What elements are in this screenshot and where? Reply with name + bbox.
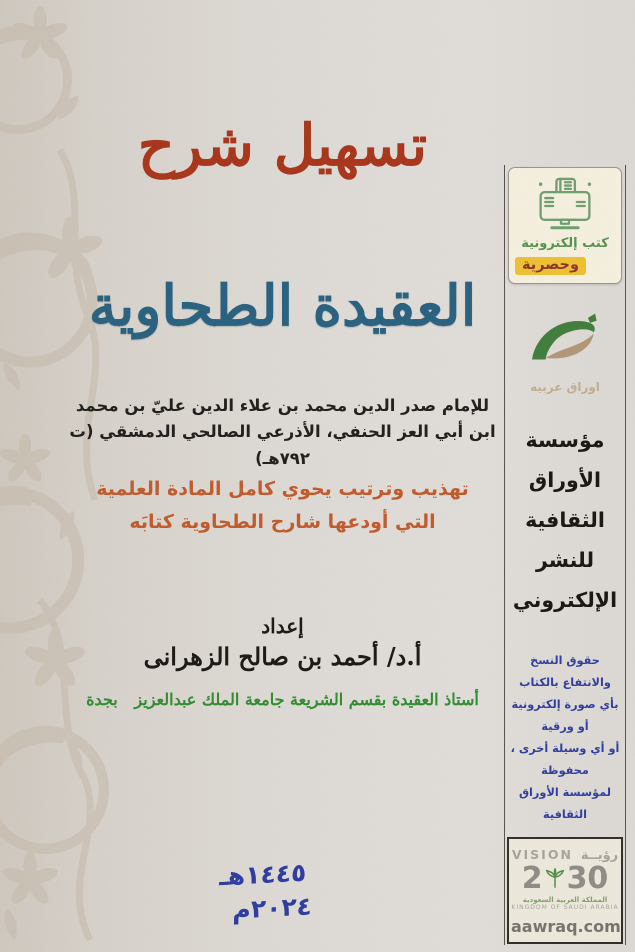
editor-name: أ.د/ أحمد بن صالح الزهرانى [143, 642, 422, 671]
badge-exclusive-label: وحصرية [515, 257, 586, 275]
publisher-website: aawraq.com [511, 917, 621, 936]
publisher-name-line: الأوراق [528, 468, 602, 492]
vision-country-arabic: المملكة العربية السعودية [522, 896, 608, 904]
palm-emblem-icon [544, 868, 566, 890]
publisher-name-line: مؤسسة [525, 428, 605, 452]
vision-country-english: KINGDOM OF SAUDI ARABIA [511, 904, 619, 911]
ebook-badge [508, 167, 622, 284]
copyright-line: لمؤسسة الأوراق الثقافية [518, 786, 612, 822]
publisher-name-line: الثقافية [525, 508, 605, 532]
vision-arabic: رؤيــة [580, 848, 619, 863]
vision-year [511, 861, 619, 896]
description-line-1: تهذيب وترتيب يحوي كامل المادة العلمية [96, 478, 469, 500]
vision-english: VISION [511, 847, 573, 862]
publication-dates [195, 854, 331, 929]
vision-year-left: 2 [521, 861, 543, 896]
copyright-line: أو أي وسيلة أخرى ، محفوظة [510, 742, 620, 778]
publisher-name-line: الإلكتروني [512, 588, 618, 612]
book-description [60, 473, 505, 540]
awraq-logo [505, 312, 625, 394]
author-line-1: للإمام صدر الدين محمد بن علاء الدين عليّ بن محمد [75, 396, 490, 415]
copyright-line: حقوق النسخ والانتفاع بالكتاب [519, 654, 611, 690]
copyright-line: بأي صورة إلكترونية أو ورقية [511, 698, 619, 734]
vision-year-right: 30 [566, 861, 609, 896]
vision-2030-box [507, 837, 623, 944]
book-main-title: العقيدة الطحاوية [88, 273, 477, 339]
series-title: تسهيل شرح [137, 112, 428, 179]
awraq-logo-caption: اوراق عربيه [530, 380, 600, 394]
cover-content [60, 0, 505, 952]
publisher-name-line: للنشر [535, 548, 595, 572]
description-line-2: التي أودعها شارح الطحاوية كتابَه [129, 511, 436, 534]
awraq-logo-icon [522, 312, 608, 374]
badge-ebooks-label: كتب إلكترونية [521, 236, 609, 251]
copyright-notice [505, 650, 625, 826]
ebook-monitor-icon [532, 175, 598, 233]
author-line-2: ابن أبي العز الحنفي، الأذرعي الصالحي الدمشقي (ت ٧٩٢هـ) [69, 422, 496, 468]
gregorian-year: ٢٠٢٤م [232, 891, 313, 925]
author-attribution [60, 393, 505, 472]
hijri-year: ١٤٤٥هـ [219, 857, 307, 892]
prepared-by-label: إعداد [261, 614, 304, 638]
publisher-sidebar [504, 165, 626, 945]
editor-title: أستاذ العقيدة بقسم الشريعة جامعة الملك عبدالعزيز بجدة [86, 690, 479, 709]
publisher-name [505, 420, 625, 620]
